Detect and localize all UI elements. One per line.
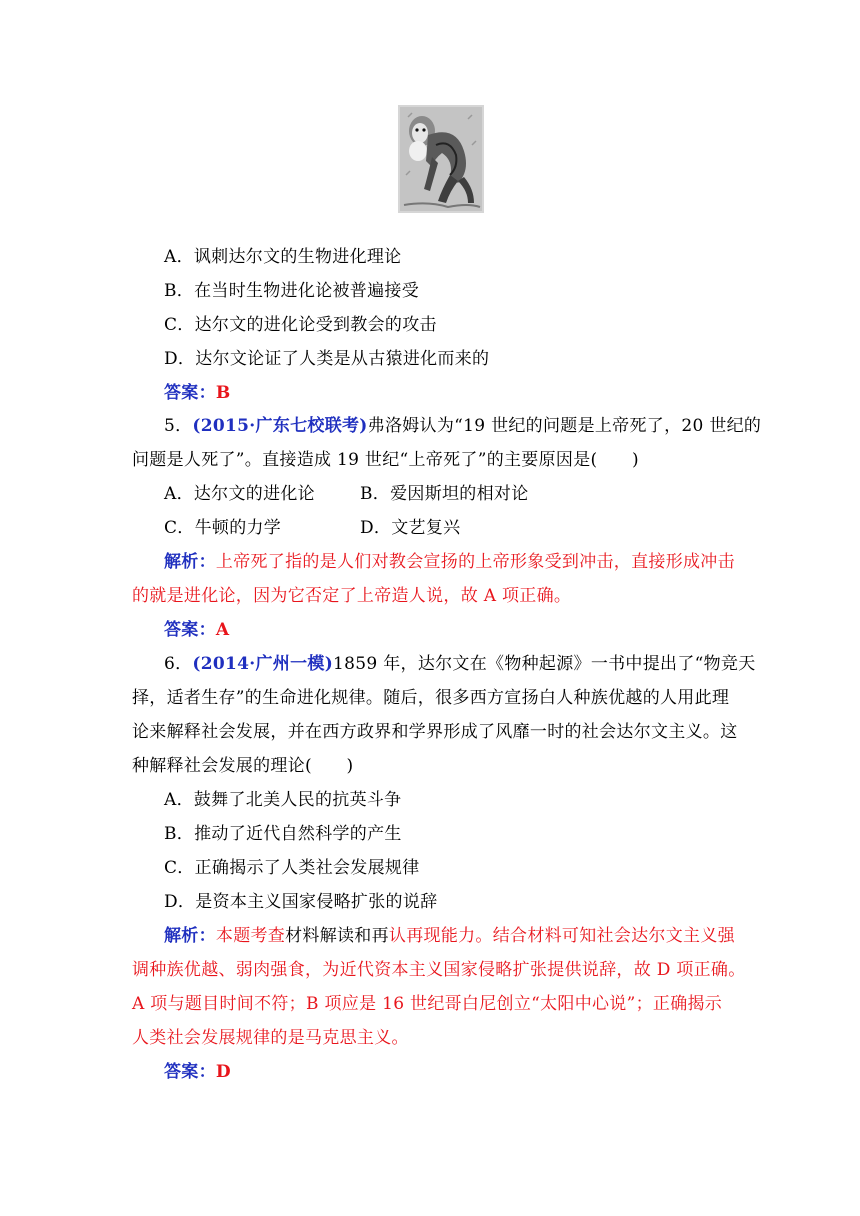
q6-stem-line-1 <box>164 652 756 676</box>
q5-number: 5． <box>164 416 193 436</box>
q6-answer <box>164 1060 231 1084</box>
q5-stem-line-2: 问题是人死了”。直接造成 19 世纪“上帝死了”的主要原因是( ) <box>132 450 639 470</box>
q6-answer-label: 答案： <box>164 1062 216 1082</box>
q5-option-d: D．文艺复兴 <box>360 518 461 538</box>
q6-analysis-part-3: 认再现能力。结合材料可知社会达尔文主义强 <box>388 926 735 946</box>
q5-option-a: A．达尔文的进化论 <box>164 484 315 504</box>
q4-option-d: D．达尔文论证了人类是从古猿进化而来的 <box>164 349 490 369</box>
q6-option-b: B．推动了近代自然科学的产生 <box>164 824 402 844</box>
q5-analysis-label: 解析： <box>164 552 216 572</box>
q4-option-a: A．讽刺达尔文的生物进化理论 <box>164 247 402 267</box>
q5-analysis-line-2: 的就是进化论，因为它否定了上帝造人说，故 A 项正确。 <box>132 586 572 606</box>
q6-option-c: C．正确揭示了人类社会发展规律 <box>164 858 420 878</box>
q4-answer-label: 答案： <box>164 383 216 403</box>
q5-option-c: C．牛顿的力学 <box>164 518 282 538</box>
q6-analysis-line-2: 调种族优越、弱肉强食，为近代资本主义国家侵略扩张提供说辞，故 D 项正确。 <box>132 960 746 980</box>
q6-source: (2014·广州一模) <box>192 654 334 674</box>
q5-answer-value: A <box>215 620 230 640</box>
q5-option-b: B．爱因斯坦的相对论 <box>360 484 529 504</box>
q6-analysis-part-1: 本题考查 <box>215 926 286 946</box>
q5-answer <box>164 618 229 642</box>
darwin-cartoon-image <box>398 105 484 213</box>
q4-answer <box>164 381 231 405</box>
q5-stem-text-1: 弗洛姆认为“19 世纪的问题是上帝死了，20 世纪的 <box>367 416 762 436</box>
q4-answer-value: B <box>215 383 231 403</box>
q5-stem-line-1 <box>164 414 761 438</box>
q6-option-a: A．鼓舞了北美人民的抗英斗争 <box>164 790 402 810</box>
q6-analysis-line-1 <box>164 924 735 948</box>
q6-analysis-line-4: 人类社会发展规律的是马克思主义。 <box>132 1028 409 1048</box>
q6-stem-text-1: 1859 年，达尔文在《物种起源》一书中提出了“物竞天 <box>333 654 756 674</box>
q6-analysis-line-3: A 项与题目时间不符；B 项应是 16 世纪哥白尼创立“太阳中心说”；正确揭示 <box>132 994 723 1014</box>
q6-answer-value: D <box>215 1062 231 1082</box>
q5-analysis-text-1: 上帝死了指的是人们对教会宣扬的上帝形象受到冲击，直接形成冲击 <box>215 552 735 572</box>
q6-stem-line-3: 论来解释社会发展，并在西方政界和学界形成了风靡一时的社会达尔文主义。这 <box>132 722 738 742</box>
q4-option-c: C．达尔文的进化论受到教会的攻击 <box>164 315 437 335</box>
q6-option-d: D．是资本主义国家侵略扩张的说辞 <box>164 892 438 912</box>
q4-option-b: B．在当时生物进化论被普遍接受 <box>164 281 419 301</box>
q6-stem-line-4: 种解释社会发展的理论( ) <box>132 756 354 776</box>
q6-analysis-part-2: 材料解读和再 <box>285 926 389 946</box>
q5-source: (2015·广东七校联考) <box>192 416 368 436</box>
q5-answer-label: 答案： <box>164 620 216 640</box>
q5-analysis-line-1 <box>164 550 735 574</box>
q6-number: 6． <box>164 654 193 674</box>
q6-analysis-label: 解析： <box>164 926 216 946</box>
q6-stem-line-2: 择，适者生存”的生命进化规律。随后，很多西方宣扬白人种族优越的人用此理 <box>132 688 730 708</box>
